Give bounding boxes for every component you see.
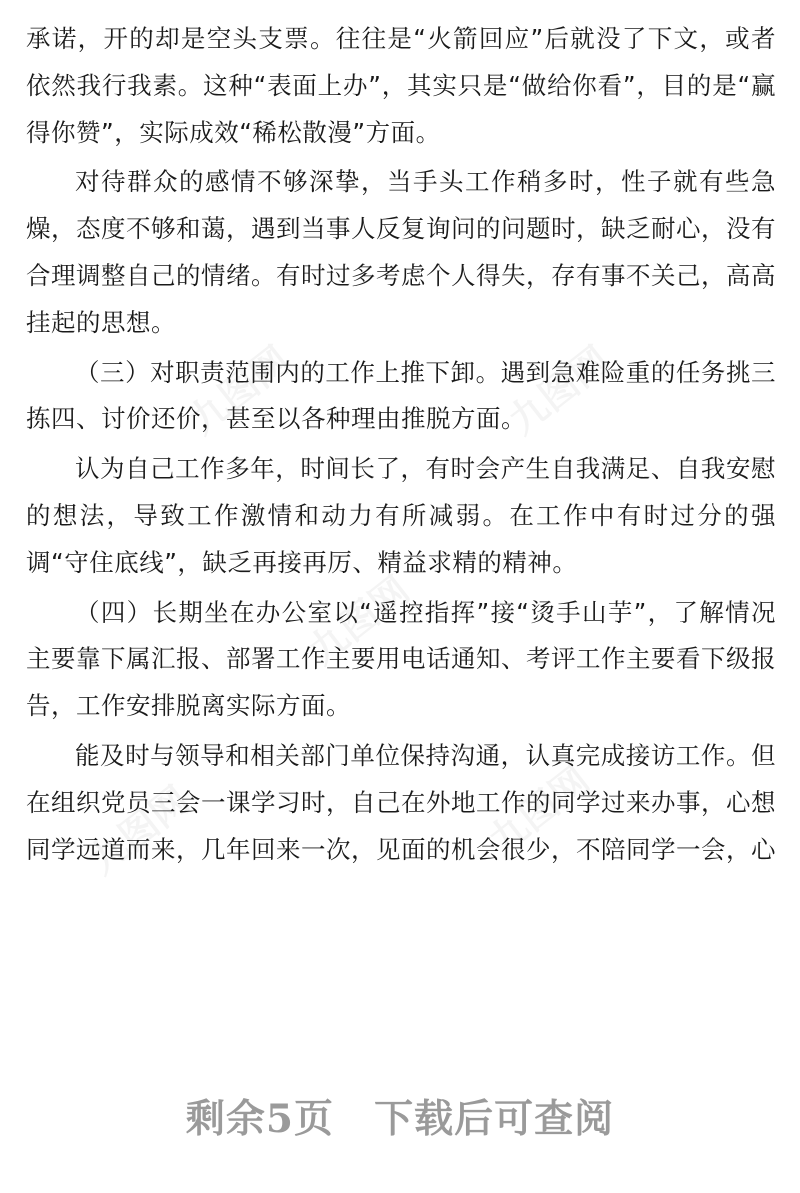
watermark: 九图网: [500, 337, 618, 443]
section-heading-paragraph: （四）长期坐在办公室以“遥控指挥”接“烫手山芋”，了解情况主要靠下属汇报、部署工作主要用电话通知、考评工作主要看下级报告，工作安排脱离实际方面。: [26, 597, 776, 721]
download-hint-label: 下载后可查阅: [374, 1096, 615, 1142]
paragraph: 认为自己工作多年，时间长了，有时会产生自我满足、自我安慰的想法，导致工作激情和动力有所减弱。在工作中有时过分的强调“守住底线”，缺乏再接再厉、精益求精的精神。: [26, 454, 776, 577]
paragraph: 承诺，开的却是空头支票。往往是“火箭回应”后就没了下文，或者依然我行我素。这种“表面上办”，其实只是“做给你看”，目的是“赢得你赞”，实际成效“稀松散漫”方面。: [26, 24, 776, 147]
section-heading-paragraph: （三）对职责范围内的工作上推下卸。遇到急难险重的任务挑三拣四、讨价还价，甚至以各种理由推脱方面。: [26, 357, 776, 434]
watermark: 九图网: [80, 777, 198, 883]
watermark: 九图网: [300, 567, 418, 673]
remaining-pages-label: 剩余5页: [185, 1096, 335, 1142]
download-notice[interactable]: [0, 1088, 800, 1144]
paragraph: 能及时与领导和相关部门单位保持沟通，认真完成接访工作。但在组织党员三会一课学习时，自己在外地工作的同学过来办事，心想同学远道而来，几年回来一次，见面的机会很少，不陪同学一会，心: [26, 740, 776, 864]
watermark: 九图网: [180, 337, 298, 443]
document-body: [26, 16, 776, 876]
paragraph: 对待群众的感情不够深挚，当手头工作稍多时，性子就有些急燥，态度不够和蔼，遇到当事人反复询问的问题时，缺乏耐心，没有合理调整自己的情绪。有时过多考虑个人得失，存有事不关己，高高挂起的思想。: [26, 167, 776, 337]
watermark: 九图网: [480, 757, 598, 863]
